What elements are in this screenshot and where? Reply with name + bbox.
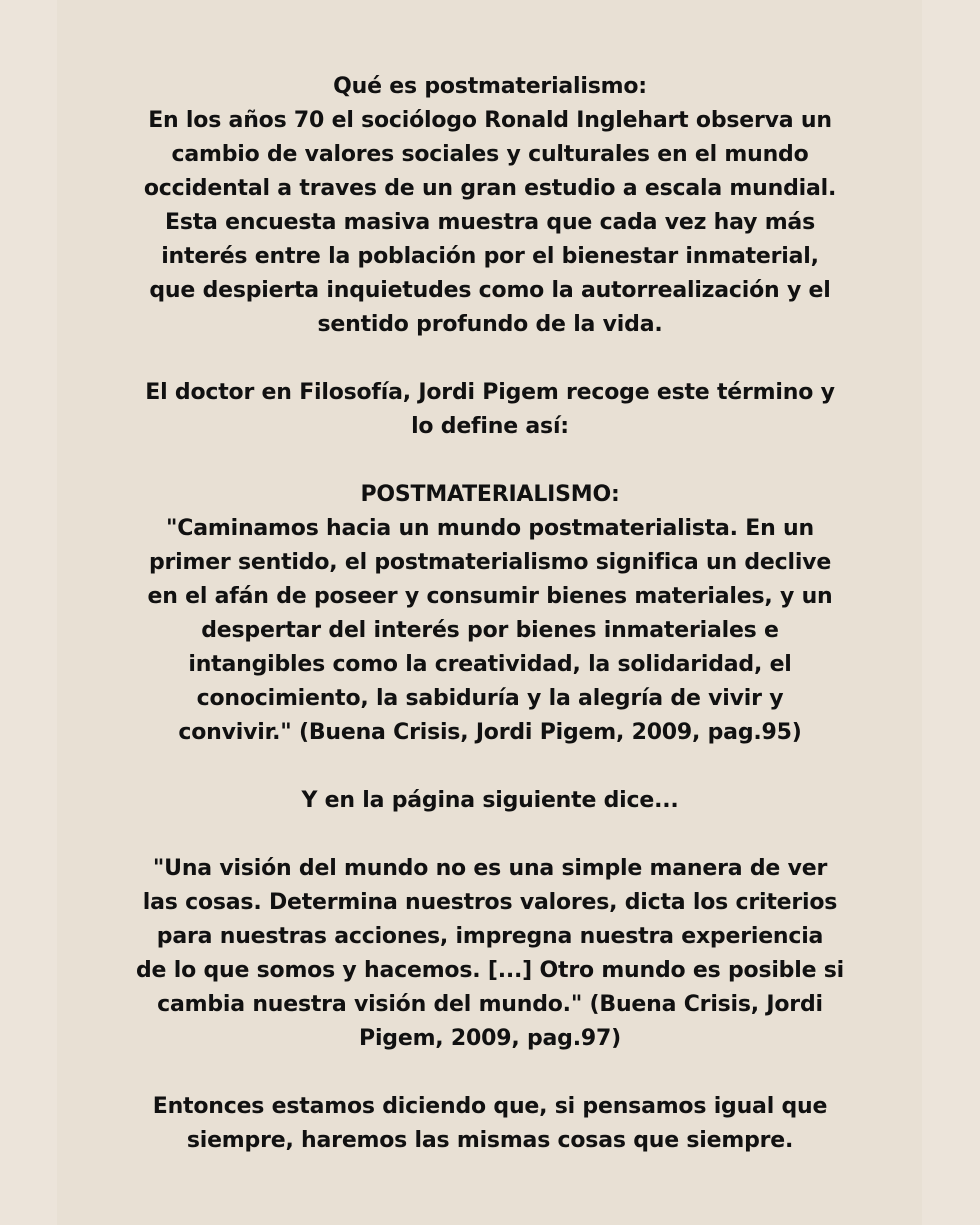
spacer xyxy=(130,818,850,852)
pigem-intro-paragraph: El doctor en Filosofía, Jordi Pigem recoge este término y lo define así: xyxy=(145,380,835,439)
next-page-line: Y en la página siguiente dice... xyxy=(301,788,679,813)
conclusion-paragraph: Entonces estamos diciendo que, si pensamos igual que siempre, haremos las mismas cosas que siempre. xyxy=(152,1094,828,1153)
section-heading-que-es: Qué es postmaterialismo: xyxy=(333,74,647,99)
intro-paragraph: En los años 70 el sociólogo Ronald Inglehart observa un cambio de valores sociales y culturales en el mundo occidental a traves de un gran estudio a escala mundial. Esta encuesta masiva muestra que cada vez hay más interés entre la población por el bienestar inmaterial, que despierta inquietudes como la autorrealización y el sentido profundo de la vida. xyxy=(143,108,837,337)
spacer xyxy=(130,444,850,478)
spacer xyxy=(130,1056,850,1090)
quote-pag95: "Caminamos hacia un mundo postmaterialista. En un primer sentido, el postmaterialismo significa un declive en el afán de poseer y consumir bienes materiales, y un despertar del interés por bienes inmateriales e intangibles como la creatividad, la solidaridad, el conocimiento, la sabiduría y la alegría de vivir y convivir." (Buena Crisis, Jordi Pigem, 2009, pag.95) xyxy=(147,516,833,745)
spacer xyxy=(130,750,850,784)
section-heading-postmaterialismo: POSTMATERIALISMO: xyxy=(360,482,620,507)
quote-pag97: "Una visión del mundo no es una simple manera de ver las cosas. Determina nuestros valores, dicta los criterios para nuestras acciones, impregna nuestra experiencia de lo que somos y hacemos. [...] Otro mundo es posible si cambia nuestra visión del mundo." (Buena Crisis, Jordi Pigem, 2009, pag.97) xyxy=(136,856,844,1051)
spacer xyxy=(130,342,850,376)
document-text xyxy=(130,70,850,1158)
